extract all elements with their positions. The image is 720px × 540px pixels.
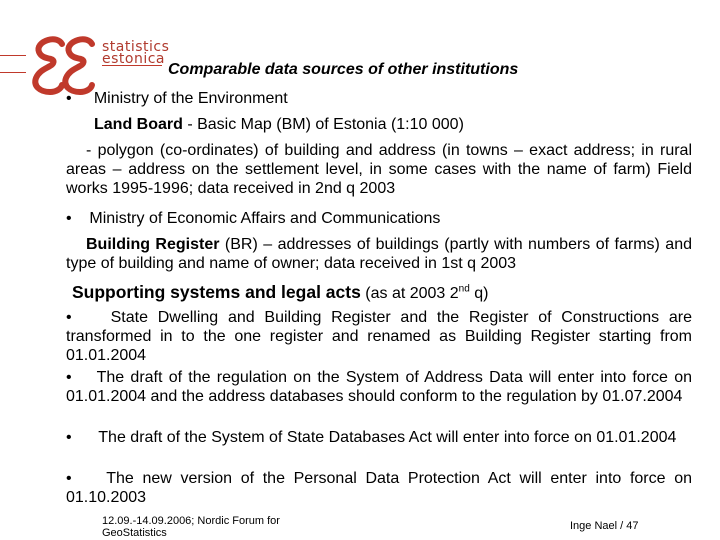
bullet-ministry-environment: • Ministry of the Environment [66,90,288,107]
logo-line-left [0,55,26,56]
footer-event [102,515,280,539]
bullet-ministry-economic: • Ministry of Economic Affairs and Communications [66,210,441,227]
logo-line-left-2 [0,72,26,73]
slide-title: Comparable data sources of other institutions [168,61,519,78]
list-item: • The draft of the regulation on the System of Address Data will enter into force on 01.01.2004 and the address databases should conform to the regulation by 01.07.2004 [66,369,692,405]
building-register-name: Building Register [86,236,220,253]
land-board-desc: - Basic Map (BM) of Estonia (1:10 000) [182,116,464,133]
bullet-text: Ministry of the Environment [93,90,288,107]
list-item-text: State Dwelling and Building Register and the Register of Constructions are transformed in to the one register and renamed as Building Register starting from 01.01.2004 [66,309,692,364]
polygon-description: - polygon (co-ordinates) of building and address (in towns – exact address; in rural areas – address on the settlement level, in some cases with the name of farm) Field works 1995-1996; data received in 2nd q 2003 [66,142,692,197]
logo-text-estonica: estonica [102,51,166,67]
land-board-name: Land Board [94,116,183,133]
heading-suffix: (as at 2003 2 [360,285,459,302]
list-item-text: The draft of the System of State Databases Act will enter into force on 01.01.2004 [98,429,677,446]
footer-event-line1: 12.09.-14.09.2006; Nordic Forum for [102,515,280,527]
logo-text-statistics: statistics [102,39,170,55]
building-register-description [66,235,692,273]
building-register-desc: (BR) – addresses of buildings (partly with numbers of farms) and type of building and name of owner; data received in 1st q 2003 [66,236,693,272]
list-item-text: The draft of the regulation on the System of Address Data will enter into force on 01.01.2004 and the address databases should conform to the regulation by 01.07.2004 [66,369,692,405]
land-board-line [94,115,720,134]
logo-es-mark-icon [0,0,100,100]
list-item-text: The new version of the Personal Data Protection Act will enter into force on 01.10.2003 [66,470,692,506]
supporting-systems-heading [72,283,698,303]
footer-author-page: Inge Nael / 47 [570,520,639,532]
list-item: • The draft of the System of State Databases Act will enter into force on 01.01.2004 [66,429,677,446]
list-item: • State Dwelling and Building Register and the Register of Constructions are transformed in to the one register and renamed as Building Register starting from 01.01.2004 [66,309,692,364]
heading-end: q) [469,285,489,302]
bullet-text: Ministry of Economic Affairs and Communications [89,210,441,227]
footer-event-line2: GeoStatistics [102,527,167,539]
heading-bold: Supporting systems and legal acts [72,282,361,302]
heading-sup: nd [458,283,470,295]
list-item: • The new version of the Personal Data Protection Act will enter into force on 01.10.2003 [66,470,692,506]
